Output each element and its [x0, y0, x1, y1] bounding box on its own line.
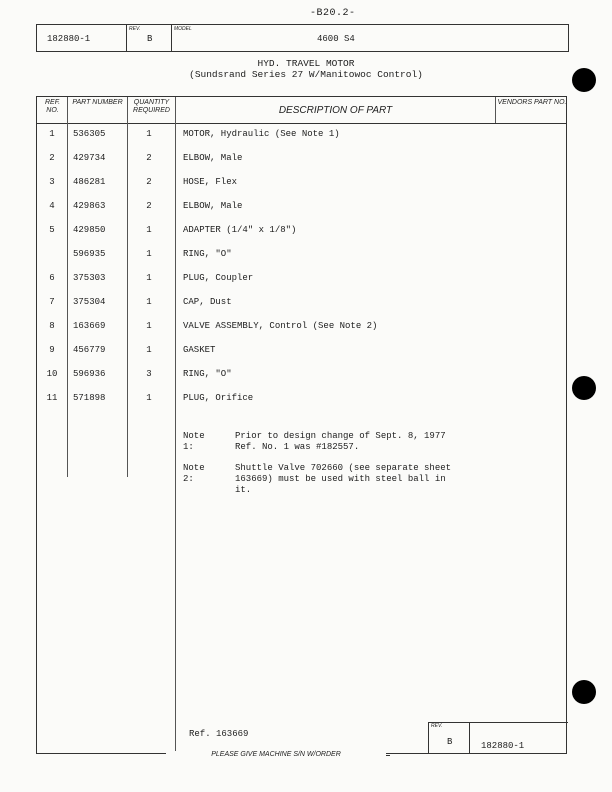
table-row	[37, 201, 568, 221]
rev-cell	[127, 25, 172, 51]
quantity: 1	[146, 297, 152, 307]
part-number: 536305	[73, 129, 106, 139]
part-number: 429863	[73, 201, 106, 211]
title-line-2: (Sundsrand Series 27 W/Manitowoc Control)	[189, 69, 423, 80]
doc-number: 182880-1	[47, 34, 91, 44]
parts-table	[36, 96, 567, 754]
table-row	[37, 249, 568, 269]
footer-box	[428, 722, 568, 754]
description: PLUG, Orifice	[183, 393, 254, 403]
description: VALVE ASSEMBLY, Control (See Note 2)	[183, 321, 378, 331]
part-number: 486281	[73, 177, 106, 187]
ref-number: 9	[49, 345, 55, 355]
table-row	[37, 321, 568, 341]
model-cell	[172, 25, 568, 51]
title-line-1: HYD. TRAVEL MOTOR	[257, 58, 355, 69]
description: CAP, Dust	[183, 297, 232, 307]
binder-hole-middle	[572, 376, 596, 400]
col-header-part: PART NUMBER	[72, 99, 123, 106]
ref-number: 10	[46, 369, 58, 379]
description: ADAPTER (1/4" x 1/8")	[183, 225, 297, 235]
ref-number: 11	[46, 393, 58, 403]
ref-number: 5	[49, 225, 55, 235]
quantity: 2	[146, 201, 152, 211]
part-number: 375304	[73, 297, 106, 307]
quantity: 1	[146, 249, 152, 259]
part-number: 456779	[73, 345, 106, 355]
quantity: 1	[146, 225, 152, 235]
description: ELBOW, Male	[183, 201, 243, 211]
footer-doc-number: 182880-1	[481, 741, 525, 751]
quantity: 1	[146, 273, 152, 283]
table-row	[37, 345, 568, 365]
rev-label: REV.	[129, 26, 141, 32]
part-number: 571898	[73, 393, 106, 403]
table-row	[37, 273, 568, 293]
description: HOSE, Flex	[183, 177, 238, 187]
table-row	[37, 153, 568, 173]
note-2-text: Shuttle Valve 702660 (see separate sheet 163669) must be used with steel ball in it.	[235, 463, 452, 495]
quantity: 1	[146, 345, 152, 355]
footer-ref: Ref. 163669	[189, 729, 249, 739]
ref-number: 4	[49, 201, 55, 211]
ref-number: 2	[49, 153, 55, 163]
table-row	[37, 297, 568, 317]
header-box	[36, 24, 569, 52]
rev-value: B	[147, 34, 153, 44]
part-number: 596935	[73, 249, 106, 259]
part-number: 429734	[73, 153, 106, 163]
table-row	[37, 129, 568, 149]
table-row	[37, 225, 568, 245]
ref-number: 8	[49, 321, 55, 331]
header-rule	[37, 123, 566, 124]
description: ELBOW, Male	[183, 153, 243, 163]
description: MOTOR, Hydraulic (See Note 1)	[183, 129, 340, 139]
quantity: 1	[146, 393, 152, 403]
ref-number: 3	[49, 177, 55, 187]
part-number: 163669	[73, 321, 106, 331]
part-number: 375303	[73, 273, 106, 283]
footer-rev: B	[447, 737, 453, 747]
binder-hole-top	[572, 68, 596, 92]
quantity: 1	[146, 129, 152, 139]
binder-hole-bottom	[572, 680, 596, 704]
note-1-text: Prior to design change of Sept. 8, 1977 Ref. No. 1 was #182557.	[235, 431, 446, 452]
col-header-desc: DESCRIPTION OF PART	[278, 105, 393, 116]
table-row	[37, 177, 568, 197]
description: RING, "O"	[183, 249, 232, 259]
quantity: 3	[146, 369, 152, 379]
table-row	[37, 369, 568, 389]
model-label: MODEL	[174, 26, 192, 32]
col-header-ref: REF. NO.	[44, 99, 61, 114]
ref-number: 7	[49, 297, 55, 307]
part-number: 596936	[73, 369, 106, 379]
note-1-label: Note 1:	[183, 431, 205, 452]
col-header-qty: QUANTITY REQUIRED	[133, 99, 170, 114]
description: RING, "O"	[183, 369, 232, 379]
table-row	[37, 393, 568, 413]
ref-number: 1	[49, 129, 55, 139]
model-value: 4600 S4	[317, 34, 355, 44]
quantity: 2	[146, 177, 152, 187]
page-number: -B20.2-	[310, 8, 356, 19]
order-note: PLEASE GIVE MACHINE S/N W/ORDER	[166, 751, 386, 758]
col-header-vendors: VENDORS PART NO.	[497, 99, 567, 106]
ref-number: 6	[49, 273, 55, 283]
doc-number-cell	[37, 25, 127, 51]
quantity: 2	[146, 153, 152, 163]
description: PLUG, Coupler	[183, 273, 254, 283]
part-number: 429850	[73, 225, 106, 235]
footer-rev-cell	[429, 723, 470, 754]
footer-rev-label: REV.	[431, 723, 443, 729]
description: GASKET	[183, 345, 216, 355]
note-2-label: Note 2:	[183, 463, 205, 484]
quantity: 1	[146, 321, 152, 331]
